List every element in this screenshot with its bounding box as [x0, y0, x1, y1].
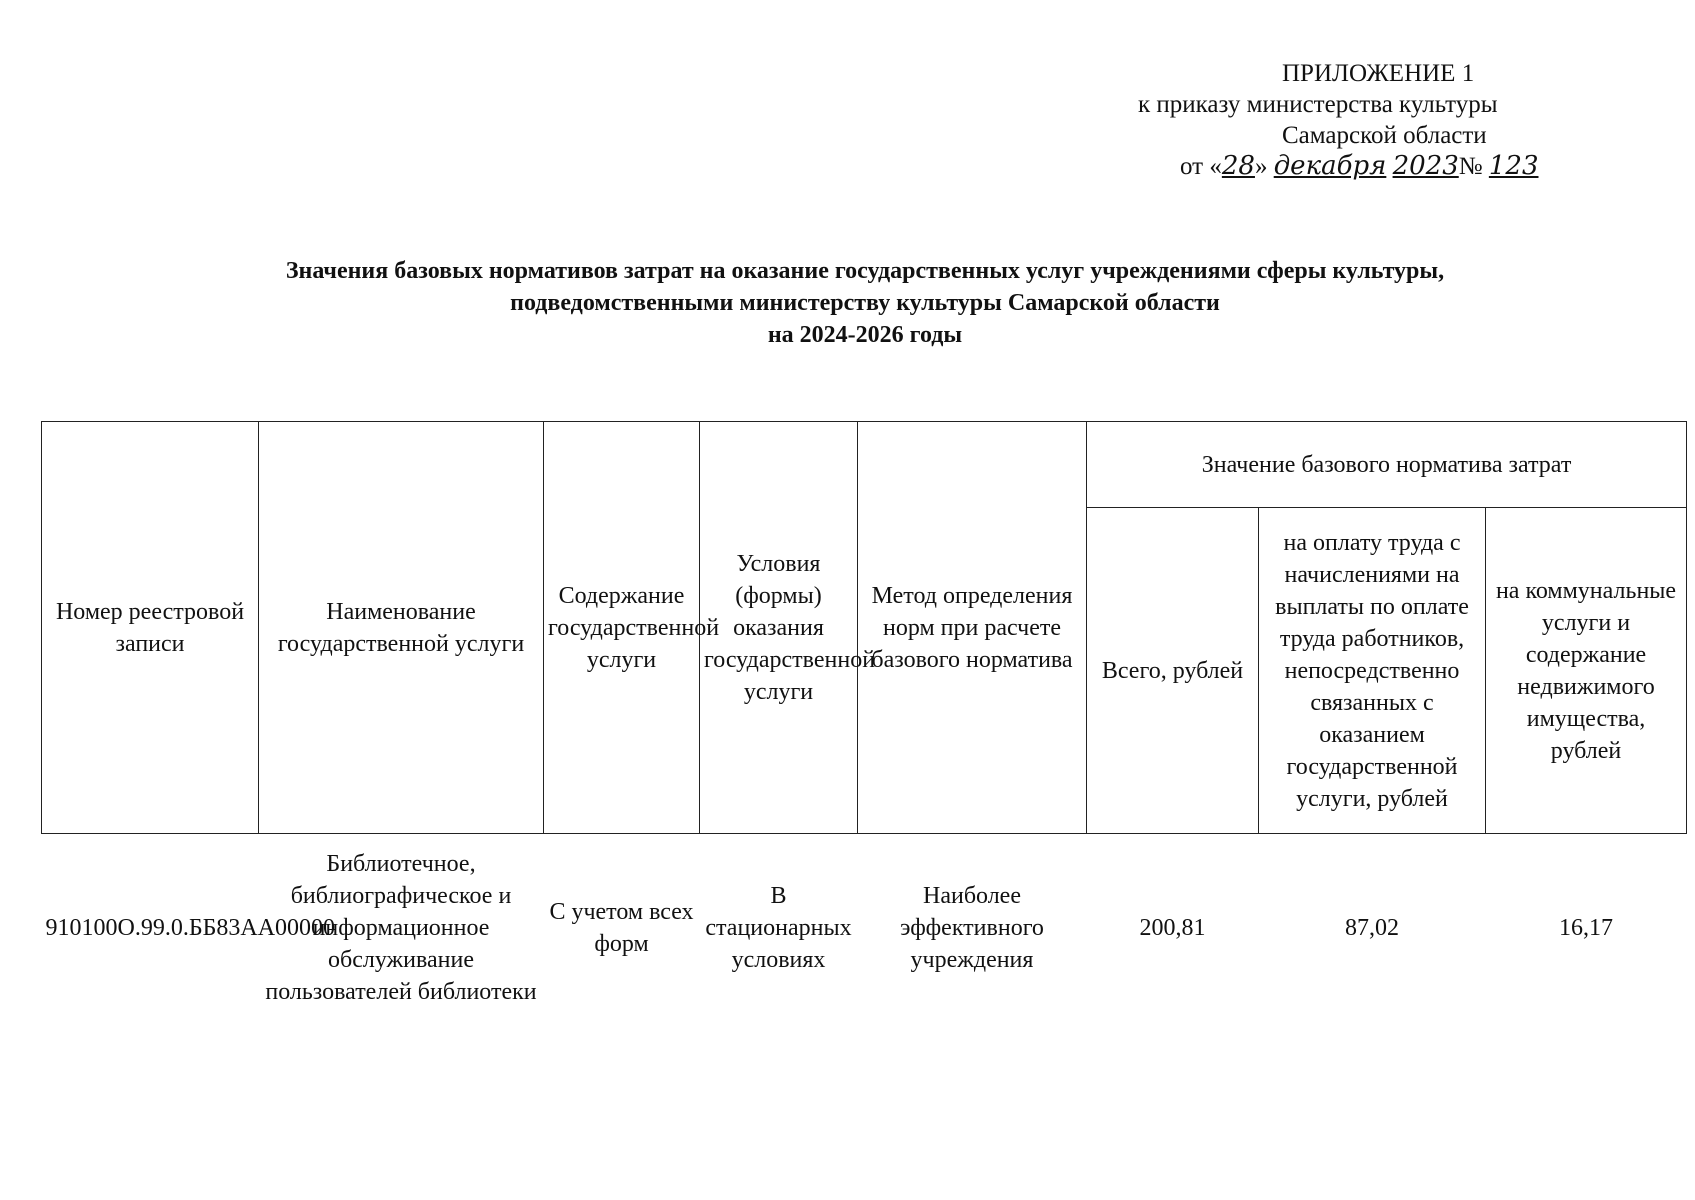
date-prefix: от «: [1180, 153, 1222, 180]
header-conditions: Условия (формы) оказания государственной услуги: [700, 422, 858, 834]
cell-total: 200,81: [1139, 915, 1206, 941]
cell-service-name: Библиотечное, библиографическое и информационное обслуживание пользователей библиотеки: [265, 851, 537, 1005]
cell-conditions: В стационарных условиях: [705, 883, 852, 973]
cell-service-content: С учетом всех форм: [549, 899, 694, 957]
cell-registry-number: 910100О.99.0.ББ83АА00000: [45, 915, 336, 941]
document-title: [60, 255, 1670, 351]
date-month: декабря: [1273, 151, 1387, 181]
cell-utilities: 16,17: [1559, 915, 1614, 941]
header-utilities: на коммунальные услуги и содержание недвижимого имущества, рублей: [1486, 508, 1687, 834]
header-method: Метод определения норм при расчете базового норматива: [858, 422, 1087, 834]
appendix-block: [1100, 58, 1580, 182]
cell-labor: 87,02: [1345, 915, 1399, 941]
norms-table: [41, 421, 1687, 1008]
appendix-title: ПРИЛОЖЕНИЕ 1: [1282, 60, 1475, 87]
table-row: [42, 834, 1687, 1009]
number-prefix: №: [1458, 153, 1483, 180]
header-row-group: [42, 422, 1687, 508]
appendix-region: Самарской области: [1282, 122, 1487, 149]
appendix-date-line: [1100, 151, 1580, 182]
appendix-order-reference: к приказу министерства культуры: [1138, 91, 1498, 118]
header-labor: на оплату труда с начислениями на выплаты по оплате труда работников, непосредственно связанных с оказанием государственной услуги, рублей: [1259, 508, 1486, 834]
header-service-name: Наименование государственной услуги: [259, 422, 544, 834]
date-quote-close: »: [1254, 153, 1268, 180]
cell-method: Наиболее эффективного учреждения: [900, 883, 1044, 973]
date-year: 2023: [1392, 151, 1459, 181]
date-day: 28: [1221, 151, 1255, 181]
header-norm-group: Значение базового норматива затрат: [1087, 422, 1687, 508]
order-number: 123: [1488, 151, 1539, 181]
title-line-1: Значения базовых нормативов затрат на оказание государственных услуг учреждениями сферы культуры,: [285, 258, 1445, 284]
header-registry-number: Номер реестровой записи: [42, 422, 259, 834]
title-line-2: подведомственными министерству культуры Самарской области: [510, 290, 1220, 316]
title-line-3: на 2024-2026 годы: [767, 322, 963, 348]
header-service-content: Содержание государственной услуги: [544, 422, 700, 834]
header-total: Всего, рублей: [1087, 508, 1259, 834]
